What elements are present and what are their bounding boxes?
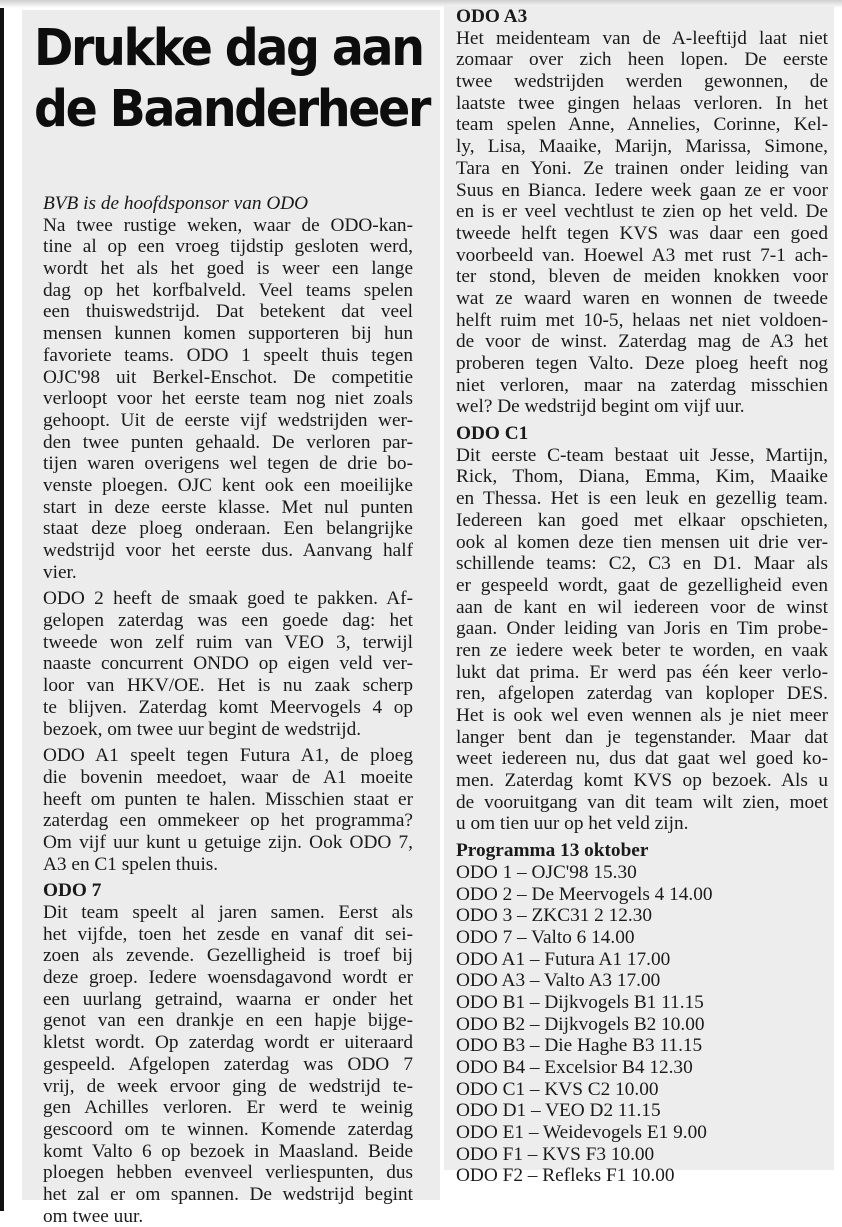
paragraph-line: wel? De wedstrijd begint om vijf uur.	[456, 396, 745, 418]
paragraph-line: vier.	[43, 561, 77, 583]
programma-match: ODO D1 – VEO D2 11.15	[456, 1100, 661, 1122]
paragraph-line: gelopen zaterdag was een goede dag: het	[43, 610, 413, 632]
paragraph-line: ODO 2 heeft de smaak goed te pakken. Af-	[43, 588, 413, 610]
paragraph-line: voorbeeld van. Hoewel A3 met rust 7-1 ach-	[456, 244, 828, 266]
paragraph-line: zaterdag een ommekeer op het programma?	[43, 810, 413, 832]
paragraph-line: komt Valto 6 op bezoek in Maasland. Beide	[43, 1140, 413, 1162]
paragraph-line: u om tien uur op het veld zijn.	[456, 813, 689, 835]
paragraph-line: er gespeeld wordt, gaat de gezelligheid even	[456, 574, 828, 596]
paragraph-line: Tara en Yoni. Ze trainen onder leiding van	[456, 157, 828, 179]
paragraph-line: tweede helft tegen KVS was daar een goed	[456, 222, 828, 244]
paragraph-line: Om vijf uur kunt u getuige zijn. Ook ODO 7,	[43, 831, 413, 853]
paragraph-line: ODO A1 speelt tegen Futura A1, de ploeg	[43, 745, 413, 767]
paragraph-line: tijen waren overigens wel tegen de drie bo-	[43, 453, 413, 475]
paragraph-line: laatste twee gingen helaas verloren. In het	[456, 92, 828, 114]
section-heading: ODO 7	[43, 880, 102, 902]
paragraph-line: gehoopt. Uit de eerste vijf wedstrijden wer-	[43, 409, 413, 431]
paragraph-line: weet iedereen nu, dus dat gaat wel goed ko-	[456, 748, 828, 770]
paragraph-line: gen Achilles verloren. Er werd te weinig	[43, 1097, 413, 1119]
paragraph-line: wedstrijd voor het eerste dus. Aanvang half	[43, 540, 413, 561]
programma-match: ODO C1 – KVS C2 10.00	[456, 1078, 659, 1100]
paragraph-line: men. Zaterdag komt KVS op bezoek. Als u	[456, 770, 828, 792]
paragraph-line: gespeeld. Afgelopen zaterdag was ODO 7	[43, 1053, 413, 1075]
paragraph-line: naaste concurrent ONDO op eigen veld ver-	[43, 653, 413, 675]
paragraph-line: kletst wordt. Op zaterdag wordt er uiteraard	[43, 1032, 413, 1054]
paragraph-line: lukt dat prima. Er werd pas één keer verlo-	[456, 661, 828, 683]
paragraph-line: gaan. Onder leiding van Joris en Tim probe-	[456, 618, 828, 640]
paragraph-line: wordt het als het goed is weer een lange	[43, 258, 413, 280]
scan-edge	[0, 0, 4, 1211]
programma-match: ODO 2 – De Meervogels 4 14.00	[456, 883, 713, 905]
programma-match: ODO B1 – Dijkvogels B1 11.15	[456, 991, 704, 1013]
programma-match: ODO E1 – Weidevogels E1 9.00	[456, 1122, 707, 1144]
paragraph-line: venste ploegen. OJC kent ook een moeilijke	[43, 474, 413, 496]
paragraph-line: staat deze ploeg onderaan. Een belangrijke	[43, 518, 413, 540]
paragraph-line: den twee punten gehaald. De verloren par-	[43, 431, 413, 453]
paragraph-line: Iedereen kan goed met elkaar opschieten,	[456, 509, 828, 531]
paragraph-line: Suus en Bianca. Iedere week gaan ze er voor	[456, 179, 828, 201]
paragraph-line: Het is ook wel even wennen als je niet meer	[456, 705, 828, 726]
paragraph-line: gescoord om te winnen. Komende zaterdag	[43, 1118, 413, 1140]
programma-match: ODO F2 – Refleks F1 10.00	[456, 1165, 675, 1187]
programma-match: ODO B3 – Die Haghe B3 11.15	[456, 1035, 703, 1057]
paragraph-line: loor van HKV/OE. Het is nu zaak scherp	[43, 675, 413, 697]
paragraph-line: en Thessa. Het is een leuk en gezellig team.	[456, 488, 828, 510]
paragraph-line: dag op het korfbalveld. Veel teams spelen	[43, 279, 413, 301]
paragraph-line: Het meidenteam van de A-leeftijd laat niet	[456, 27, 828, 49]
paragraph-line: zoen als zevende. Gezelligheid is troef bij	[43, 945, 413, 967]
paragraph-line: en is er veel vechtlust te zien op het veld. De	[456, 201, 828, 223]
paragraph-line: die bovenin meedoet, waar de A1 moeite	[43, 766, 413, 788]
paragraph-line: ren, afgelopen zaterdag van koploper DES.	[456, 683, 828, 705]
left-column-text	[43, 193, 413, 1227]
right-column-text	[456, 6, 828, 1187]
programma-match: ODO A1 – Futura A1 17.00	[456, 948, 671, 970]
paragraph-line: schillende teams: C2, C3 en D1. Maar als	[456, 553, 828, 575]
paragraph-line: het zal er om spannen. De wedstrijd begint	[43, 1183, 413, 1205]
paragraph-line: te blijven. Zaterdag komt Meervogels 4 op	[43, 696, 413, 718]
programma-match: ODO 7 – Valto 6 14.00	[456, 926, 635, 948]
programma-match: ODO 3 – ZKC31 2 12.30	[456, 905, 653, 927]
programma-match: ODO 1 – OJC'98 15.30	[456, 861, 637, 883]
paragraph-line: helft ruim met 10-5, helaas net niet voldoen-	[456, 309, 828, 331]
programma-match: ODO A3 – Valto A3 17.00	[456, 970, 661, 992]
paragraph-line: zomaar over zich heen lopen. De eerste	[456, 49, 828, 71]
paragraph-line: proberen tegen Valto. Deze ploeg heeft nog	[456, 353, 828, 374]
paragraph-line: aan de kant en wil iedereen voor de winst	[456, 596, 828, 618]
paragraph-line: Dit eerste C-team bestaat uit Jesse, Martijn,	[456, 444, 828, 466]
paragraph-line: OJC'98 uit Berkel-Enschot. De competitie	[43, 366, 413, 388]
article-headline	[34, 18, 430, 140]
paragraph-line: mensen kunnen komen supporteren bij hun	[43, 323, 413, 345]
paragraph-line: de vooruitgang van dit team wilt zien, moet	[456, 791, 828, 813]
paragraph-line: vrij, de week ervoor ging de wedstrijd te-	[43, 1075, 413, 1097]
programma-match: ODO F1 – KVS F3 10.00	[456, 1143, 655, 1165]
paragraph-line: Dit team speelt al jaren samen. Eerst als	[43, 902, 413, 923]
paragraph-line: de voor de winst. Zaterdag mag de A3 het	[456, 331, 828, 353]
paragraph-line: genot van een drankje en een hapje bijge-	[43, 1010, 413, 1032]
paragraph-line: ploegen hebben evenveel verliespunten, dus	[43, 1162, 413, 1184]
paragraph-line: een uurlang getraind, waarna er onder het	[43, 988, 413, 1010]
paragraph-line: Rick, Thom, Diana, Emma, Kim, Maaike	[456, 466, 828, 488]
paragraph-line: ren ze iedere week beter te worden, en vaak	[456, 639, 828, 661]
section-heading: ODO A3	[456, 6, 528, 27]
paragraph-line: het vijfde, toen het zesde en vanaf dit sei-	[43, 923, 413, 945]
article-subtitle: BVB is de hoofdsponsor van ODO	[43, 193, 309, 214]
paragraph-line: A3 en C1 spelen thuis.	[43, 853, 219, 875]
paragraph-line: niet verloren, maar na zaterdag misschien	[456, 374, 828, 396]
section-heading: ODO C1	[456, 423, 529, 445]
paragraph-line: ter stond, bleven de meiden knokken voor	[456, 266, 828, 288]
paragraph-line: tweede won zelf ruim van VEO 3, terwijl	[43, 631, 413, 653]
paragraph-line: een thuiswedstrijd. Dat betekent dat veel	[43, 301, 413, 323]
paragraph-line: ly, Lisa, Maaike, Marijn, Marissa, Simone,	[456, 136, 828, 158]
paragraph-line: bezoek, om twee uur begint de wedstrijd.	[43, 718, 362, 740]
paragraph-line: deze groep. Iedere woensdagavond wordt er	[43, 967, 413, 989]
headline-line: de Baanderheer	[34, 80, 430, 139]
paragraph-line: twee wedstrijden werden gewonnen, de	[456, 71, 828, 93]
programma-match: ODO B2 – Dijkvogels B2 10.00	[456, 1013, 705, 1035]
paragraph-line: ook al komen deze tien mensen uit drie ver-	[456, 531, 828, 553]
paragraph-line: Na twee rustige weken, waar de ODO-kan-	[43, 214, 413, 236]
paragraph-line: langer bent dan je tegenstander. Maar dat	[456, 726, 828, 748]
headline-line: Drukke dag aan	[34, 19, 423, 78]
paragraph-line: verloopt voor het eerste team nog niet zoals	[43, 388, 413, 410]
paragraph-line: om twee uur.	[43, 1205, 144, 1227]
paragraph-line: favoriete teams. ODO 1 speelt thuis tegen	[43, 344, 413, 366]
paragraph-line: wat ze waard waren en wonnen de tweede	[456, 287, 828, 309]
programma-title: Programma 13 oktober	[456, 840, 649, 862]
paragraph-line: tine al op een vroeg tijdstip gesloten werd,	[43, 236, 413, 258]
paragraph-line: team spelen Anne, Annelies, Corinne, Kel-	[456, 114, 828, 136]
paragraph-line: start in deze eerste klasse. Met nul punten	[43, 496, 413, 518]
programma-match: ODO B4 – Excelsior B4 12.30	[456, 1057, 693, 1078]
paragraph-line: heeft om punten te halen. Misschien staat er	[43, 788, 413, 810]
